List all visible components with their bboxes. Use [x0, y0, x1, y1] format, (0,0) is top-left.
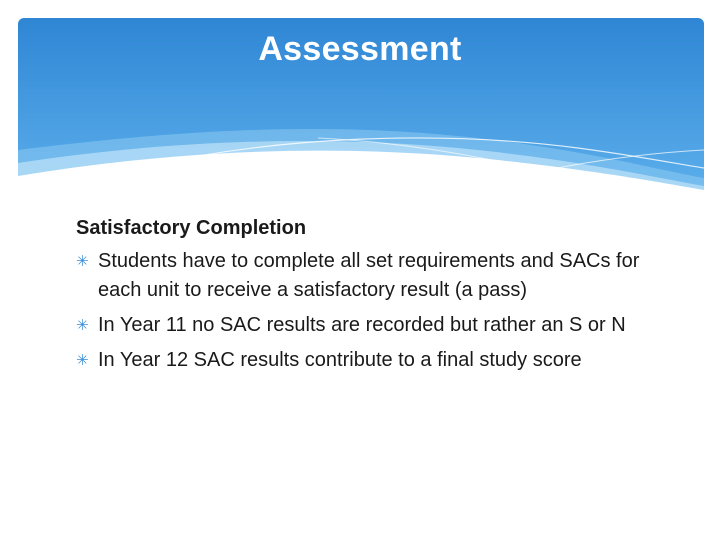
bullet-text: Students have to complete all set requirements and SACs for each unit to receive a satisfactory result (a pass)	[98, 250, 640, 301]
bullet-text: In Year 12 SAC results contribute to a final study score	[98, 349, 582, 371]
bullet-item	[76, 346, 656, 375]
slide-body	[76, 214, 656, 381]
bullet-item	[76, 247, 656, 305]
asterisk-bullet-icon: ✳	[76, 352, 89, 369]
bullet-text: In Year 11 no SAC results are recorded but rather an S or N	[98, 314, 626, 336]
slide-title: Assessment	[258, 30, 462, 68]
bullet-item	[76, 311, 656, 340]
asterisk-bullet-icon: ✳	[76, 317, 89, 334]
bullet-list	[76, 247, 656, 375]
section-heading: Satisfactory Completion	[76, 217, 307, 239]
asterisk-bullet-icon: ✳	[76, 253, 89, 270]
